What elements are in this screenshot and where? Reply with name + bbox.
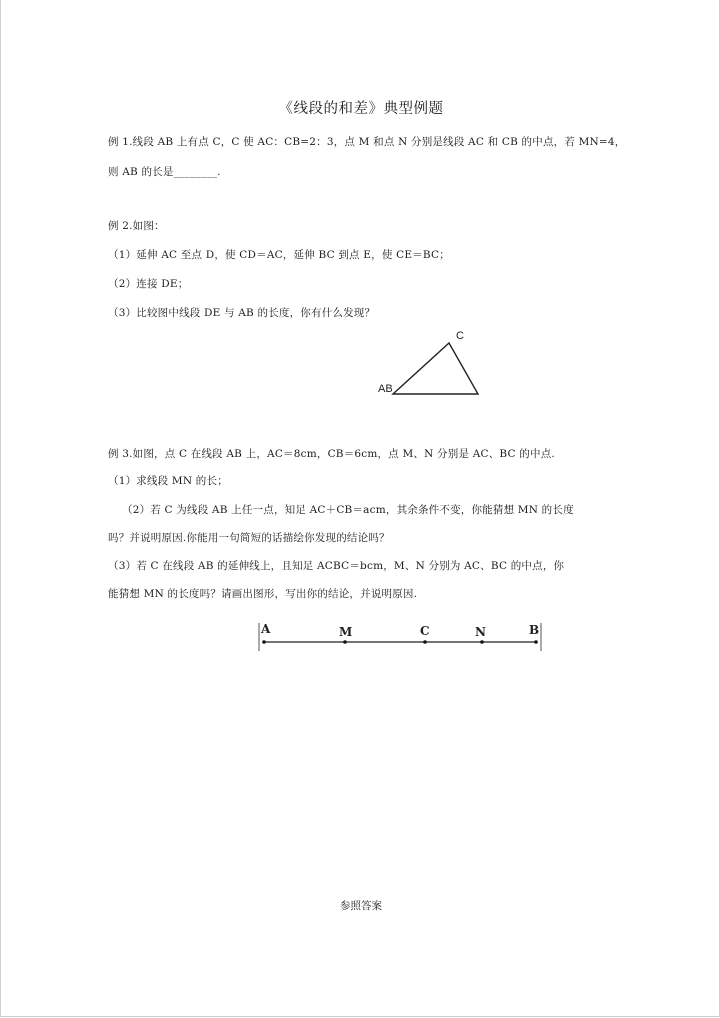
example3-question2-line1: （2）若 C 为线段 AB 上任一点，知足 AC＋CB＝acm，其余条件不变，你能猜想 MN 的长度 (122, 504, 574, 516)
segment-figure (251, 615, 551, 660)
example2-intro: 例 2.如图： (108, 220, 165, 232)
triangle-abc (393, 343, 478, 394)
point-label-b: B (529, 623, 540, 637)
example3-question3-line2: 能猜想 MN 的长度吗？请画出图形，写出你的结论，并说明原因. (108, 588, 418, 600)
point-label-a: A (261, 622, 271, 636)
point-n (480, 640, 484, 644)
example3-question1: （1）求线段 MN 的长； (108, 475, 228, 487)
example2-question3: （3）比较图中线段 DE 与 AB 的长度，你有什么发现？ (108, 307, 376, 319)
point-label-n: N (475, 625, 486, 639)
example1-line2: 则 AB 的长是________. (108, 166, 221, 178)
vertex-label-ab: AB (378, 383, 393, 395)
point-label-c: C (420, 624, 430, 638)
page-title: 《线段的和差》典型例题 (278, 101, 444, 117)
example2-question1: （1）延伸 AC 至点 D，使 CD＝AC，延伸 BC 到点 E，使 CE＝BC； (108, 249, 450, 261)
example1-line1: 例 1.线段 AB 上有点 C，C 使 AC：CB=2：3，点 M 和点 N 分别是线段 AC 和 CB 的中点，若 MN=4， (108, 136, 626, 148)
vertex-label-c: C (456, 330, 464, 342)
example3-question3-line1: （3）若 C 在线段 AB 的延伸线上，且知足 ACBC＝bcm，M、N 分别为 AC、BC 的中点，你 (108, 560, 565, 572)
point-label-m: M (339, 625, 353, 639)
point-b (534, 640, 538, 644)
example2-question2: （2）连接 DE； (108, 278, 189, 290)
point-m (343, 640, 347, 644)
point-c (423, 640, 427, 644)
triangle-figure (371, 325, 491, 405)
example3-question2-line2: 吗？并说明原因.你能用一句简短的话描绘你发现的结论吗？ (108, 532, 390, 544)
example3-intro: 例 3.如图，点 C 在线段 AB 上，AC＝8cm，CB＝6cm，点 M、N 分别是 AC、BC 的中点. (108, 448, 555, 460)
answer-key-heading: 参照答案 (340, 900, 382, 912)
point-a (262, 640, 266, 644)
